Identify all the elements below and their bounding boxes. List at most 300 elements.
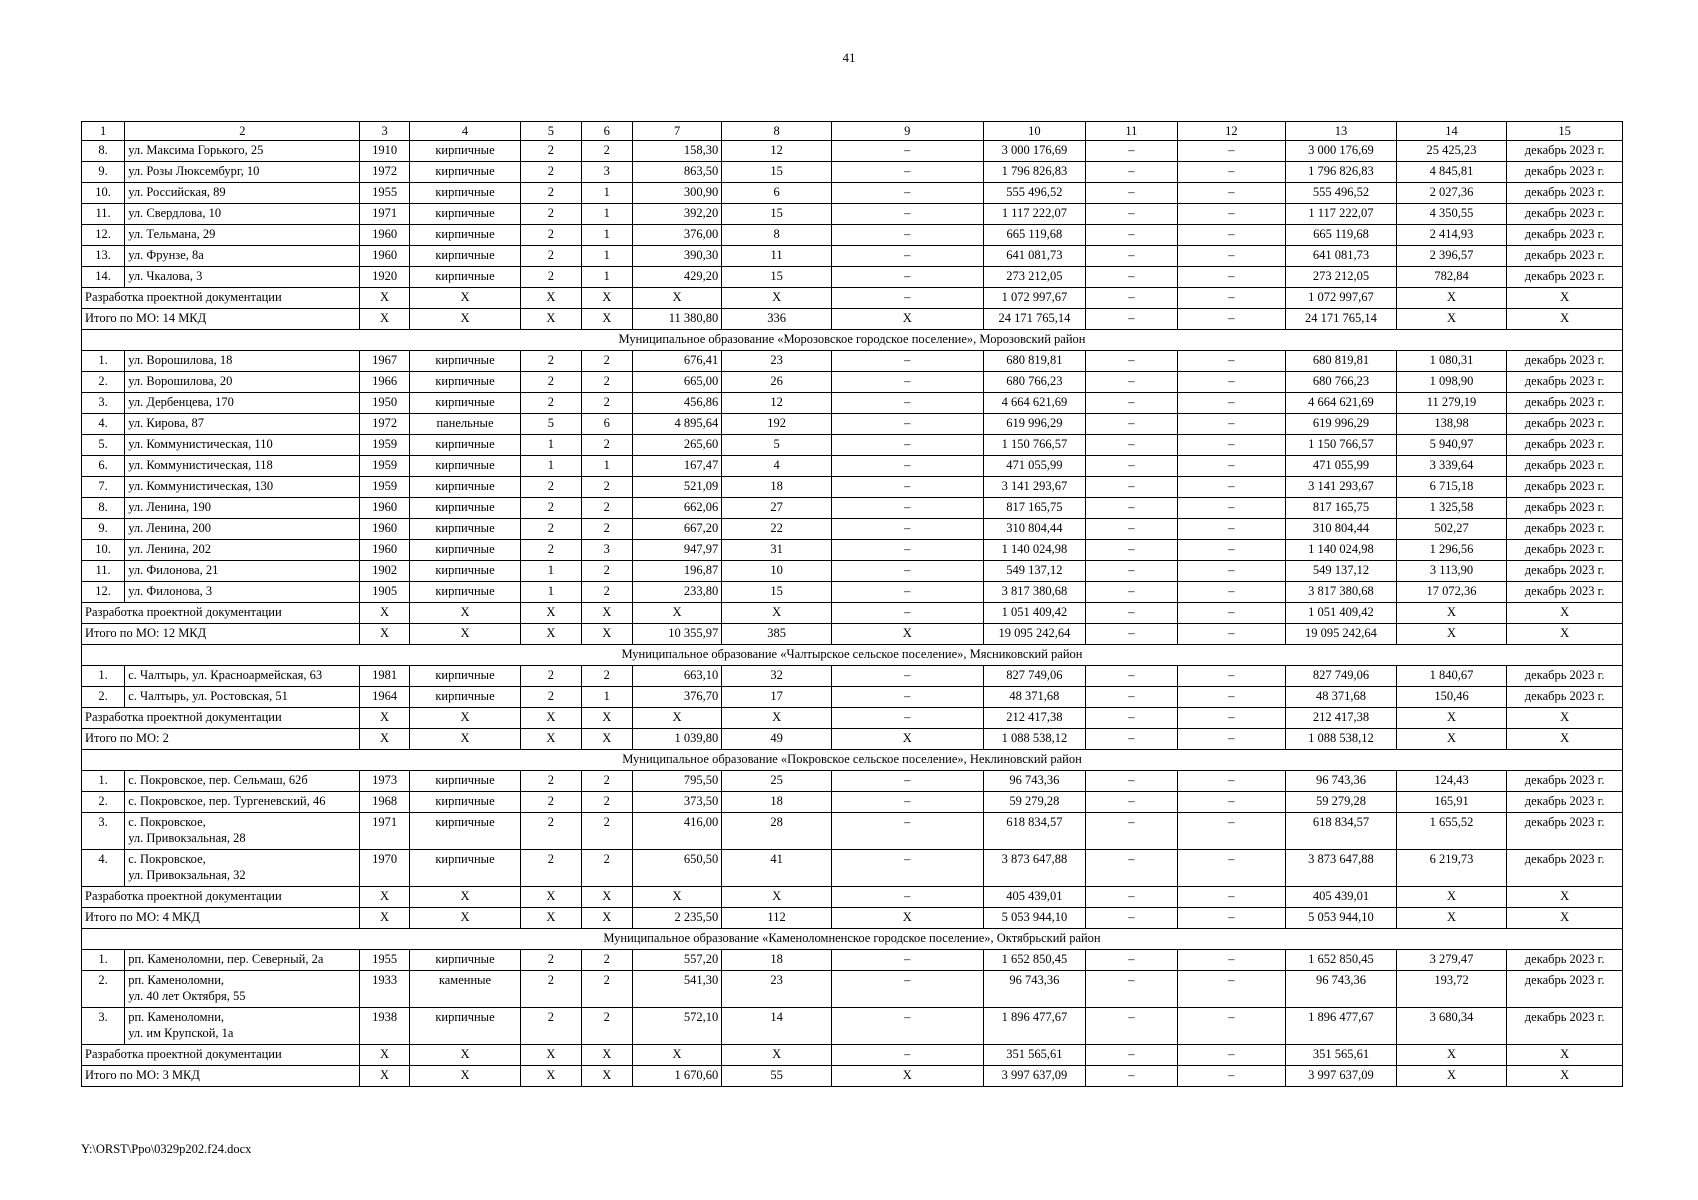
table-cell: X [831,309,983,330]
file-path-footer: Y:\ORST\Ppo\0329p202.f24.docx [81,1142,252,1156]
table-cell: 3 279,47 [1396,950,1507,971]
table-cell: 1 088 538,12 [983,729,1086,750]
table-cell: 1971 [360,813,409,850]
table-cell: 2 027,36 [1396,183,1507,204]
table-cell: кирпичные [409,246,521,267]
table-cell: – [1177,267,1286,288]
table-cell: декабрь 2023 г. [1507,435,1623,456]
table-cell: X [1396,708,1507,729]
table-cell: декабрь 2023 г. [1507,225,1623,246]
table-cell: 8 [722,225,832,246]
table-cell: 1 080,31 [1396,351,1507,372]
table-cell: X [521,708,581,729]
table-cell: X [1396,1045,1507,1066]
table-cell: 1960 [360,498,409,519]
building-row [82,414,1623,435]
address-cell: ул. Ленина, 190 [125,498,360,519]
table-cell: – [831,372,983,393]
page-number: 41 [842,50,856,65]
table-cell: 641 081,73 [983,246,1086,267]
table-cell: 18 [722,792,832,813]
building-row [82,204,1623,225]
column-number-header: 6 [581,122,632,141]
table-cell: 572,10 [632,1008,721,1045]
table-cell: 1973 [360,771,409,792]
row-number-cell: 2. [82,372,125,393]
table-cell: 1920 [360,267,409,288]
table-cell: декабрь 2023 г. [1507,850,1623,887]
table-cell: 55 [722,1066,832,1087]
table-cell: 502,27 [1396,519,1507,540]
table-cell: 158,30 [632,141,721,162]
table-cell: X [409,729,521,750]
table-cell: декабрь 2023 г. [1507,792,1623,813]
table-cell: 1 140 024,98 [1286,540,1397,561]
table-cell: X [360,624,409,645]
table-cell: 1 [521,561,581,582]
table-cell: – [1177,288,1286,309]
building-row [82,582,1623,603]
table-cell: 25 425,23 [1396,141,1507,162]
table-cell: – [1086,393,1177,414]
table-cell: кирпичные [409,519,521,540]
table-cell: 1 039,80 [632,729,721,750]
table-cell: – [1086,372,1177,393]
building-row [82,183,1623,204]
table-cell: 165,91 [1396,792,1507,813]
building-row [82,393,1623,414]
table-cell: 641 081,73 [1286,246,1397,267]
table-cell: 2 [581,372,632,393]
row-number-cell: 11. [82,561,125,582]
table-cell: 1 [581,183,632,204]
municipality-section-row [82,645,1623,666]
table-cell: 212 417,38 [983,708,1086,729]
table-cell: 619 996,29 [1286,414,1397,435]
table-cell: X [1396,309,1507,330]
row-number-cell: 2. [82,971,125,1008]
table-cell: – [831,1045,983,1066]
table-cell: – [1086,603,1177,624]
table-cell: X [831,624,983,645]
table-cell: кирпичные [409,850,521,887]
design-documentation-row [82,708,1623,729]
table-cell: кирпичные [409,267,521,288]
table-cell: – [1086,887,1177,908]
table-cell: 1 117 222,07 [983,204,1086,225]
table-cell: 4 664 621,69 [983,393,1086,414]
table-cell: – [1177,603,1286,624]
table-cell: декабрь 2023 г. [1507,183,1623,204]
table-cell: кирпичные [409,687,521,708]
table-cell: 25 [722,771,832,792]
table-cell: 2 [521,666,581,687]
table-cell: 2 [581,519,632,540]
total-label: Итого по МО: 4 МКД [82,908,360,929]
table-cell: 1972 [360,162,409,183]
table-cell: декабрь 2023 г. [1507,414,1623,435]
table-cell: 2 [521,183,581,204]
table-cell: X [409,624,521,645]
address-cell: ул. Кирова, 87 [125,414,360,435]
table-cell: 26 [722,372,832,393]
table-cell: 1 652 850,45 [1286,950,1397,971]
table-cell: 549 137,12 [983,561,1086,582]
table-cell: 1 655,52 [1396,813,1507,850]
table-cell: 618 834,57 [1286,813,1397,850]
table-cell: 336 [722,309,832,330]
table-cell: X [360,908,409,929]
table-cell: 1966 [360,372,409,393]
table-cell: X [409,887,521,908]
table-cell: 541,30 [632,971,721,1008]
table-cell: 18 [722,477,832,498]
table-cell: 15 [722,162,832,183]
table-cell: X [1507,1066,1623,1087]
table-cell: 3 997 637,09 [1286,1066,1397,1087]
table-cell: 4 895,64 [632,414,721,435]
address-cell: ул. Коммунистическая, 130 [125,477,360,498]
table-cell: 1971 [360,204,409,225]
table-cell: – [1086,435,1177,456]
table-cell: 6 [722,183,832,204]
table-cell: 1 072 997,67 [1286,288,1397,309]
table-cell: 2 [581,850,632,887]
table-cell: 265,60 [632,435,721,456]
table-cell: 3 [581,540,632,561]
table-cell: 1968 [360,792,409,813]
table-cell: – [1177,908,1286,929]
column-number-header: 7 [632,122,721,141]
table-cell: 96 743,36 [1286,971,1397,1008]
table-cell: 2 [581,792,632,813]
design-documentation-row [82,1045,1623,1066]
column-number-header: 15 [1507,122,1623,141]
building-row [82,950,1623,971]
table-cell: 4 845,81 [1396,162,1507,183]
table-cell: 1 [521,456,581,477]
table-cell: 1972 [360,414,409,435]
table-cell: 2 [581,351,632,372]
table-cell: 24 171 765,14 [1286,309,1397,330]
row-number-cell: 4. [82,414,125,435]
table-cell: 6 715,18 [1396,477,1507,498]
table-cell: X [409,908,521,929]
building-row [82,372,1623,393]
table-cell: 3 [581,162,632,183]
address-cell: ул. Максима Горького, 25 [125,141,360,162]
table-cell: кирпичные [409,666,521,687]
table-cell: X [1507,624,1623,645]
table-cell: 1933 [360,971,409,1008]
table-cell: 2 [521,246,581,267]
table-cell: X [1507,1045,1623,1066]
table-cell: 310 804,44 [1286,519,1397,540]
address-cell: рп. Каменоломни, ул. им Крупской, 1а [125,1008,360,1045]
table-cell: – [831,393,983,414]
table-cell: 2 [581,813,632,850]
table-cell: 3 817 380,68 [983,582,1086,603]
table-cell: – [831,414,983,435]
address-cell: ул. Ворошилова, 18 [125,351,360,372]
table-cell: 665 119,68 [1286,225,1397,246]
building-row [82,540,1623,561]
table-cell: – [1177,204,1286,225]
table-cell: – [831,225,983,246]
table-cell: 2 [521,813,581,850]
building-row [82,267,1623,288]
column-number-header: 9 [831,122,983,141]
table-cell: 4 [722,456,832,477]
table-cell: – [831,603,983,624]
table-cell: 27 [722,498,832,519]
table-cell: 376,00 [632,225,721,246]
table-cell: X [360,708,409,729]
table-cell: декабрь 2023 г. [1507,519,1623,540]
municipality-section-row [82,929,1623,950]
table-cell: 1910 [360,141,409,162]
table-cell: 192 [722,414,832,435]
table-cell: – [1086,792,1177,813]
table-cell: 4 664 621,69 [1286,393,1397,414]
table-cell: 5 053 944,10 [1286,908,1397,929]
table-cell: X [581,603,632,624]
table-cell: 2 [521,267,581,288]
table-cell: X [831,908,983,929]
table-cell: – [831,246,983,267]
table-cell: – [1177,729,1286,750]
table-cell: 2 [521,225,581,246]
table-cell: 2 [581,561,632,582]
table-cell: каменные [409,971,521,1008]
total-label: Итого по МО: 12 МКД [82,624,360,645]
table-cell: 2 [581,393,632,414]
table-cell: 549 137,12 [1286,561,1397,582]
municipality-section-row [82,330,1623,351]
table-cell: – [1177,792,1286,813]
table-cell: 150,46 [1396,687,1507,708]
table-cell: 12 [722,141,832,162]
table-cell: – [831,887,983,908]
table-cell: X [521,887,581,908]
table-cell: декабрь 2023 г. [1507,813,1623,850]
building-row [82,246,1623,267]
table-cell: – [1086,729,1177,750]
address-cell: ул. Коммунистическая, 118 [125,456,360,477]
table-cell: – [831,971,983,1008]
table-cell: 782,84 [1396,267,1507,288]
table-cell: 1 896 477,67 [1286,1008,1397,1045]
table-cell: декабрь 2023 г. [1507,456,1623,477]
table-cell: 1967 [360,351,409,372]
table-cell: 1 150 766,57 [983,435,1086,456]
table-cell: декабрь 2023 г. [1507,477,1623,498]
table-cell: 2 [521,141,581,162]
total-label: Итого по МО: 2 [82,729,360,750]
table-cell: – [1177,456,1286,477]
table-cell: 1 150 766,57 [1286,435,1397,456]
table-cell: X [409,309,521,330]
table-cell: 429,20 [632,267,721,288]
column-number-header: 11 [1086,122,1177,141]
table-cell: 471 055,99 [983,456,1086,477]
row-number-cell: 2. [82,687,125,708]
column-number-header: 14 [1396,122,1507,141]
table-cell: 41 [722,850,832,887]
building-row [82,435,1623,456]
row-number-cell: 9. [82,162,125,183]
table-cell: – [831,183,983,204]
table-cell: декабрь 2023 г. [1507,141,1623,162]
table-cell: X [581,708,632,729]
municipality-total-row [82,908,1623,929]
table-cell: 650,50 [632,850,721,887]
table-cell: X [581,887,632,908]
building-row [82,477,1623,498]
table-cell: 863,50 [632,162,721,183]
table-cell: 2 [521,498,581,519]
table-cell: декабрь 2023 г. [1507,351,1623,372]
table-cell: 233,80 [632,582,721,603]
table-cell: 212 417,38 [1286,708,1397,729]
table-cell: X [581,288,632,309]
table-cell: X [521,908,581,929]
table-cell: – [1086,540,1177,561]
table-cell: – [831,267,983,288]
table-cell: – [1177,498,1286,519]
table-cell: 662,06 [632,498,721,519]
table-cell: 351 565,61 [1286,1045,1397,1066]
municipality-total-row [82,309,1623,330]
table-cell: 31 [722,540,832,561]
design-documentation-row [82,887,1623,908]
table-cell: 5 053 944,10 [983,908,1086,929]
table-cell: – [831,351,983,372]
row-number-cell: 10. [82,540,125,561]
table-cell: панельные [409,414,521,435]
table-cell: 15 [722,582,832,603]
table-cell: X [581,729,632,750]
table-cell: 1959 [360,477,409,498]
table-cell: 15 [722,267,832,288]
table-cell: 555 496,52 [1286,183,1397,204]
table-cell: кирпичные [409,950,521,971]
building-row [82,971,1623,1008]
column-number-header: 1 [82,122,125,141]
table-cell: 96 743,36 [983,971,1086,1008]
table-cell: 2 235,50 [632,908,721,929]
address-cell: ул. Ленина, 202 [125,540,360,561]
building-row [82,561,1623,582]
table-cell: X [521,1045,581,1066]
row-number-cell: 1. [82,771,125,792]
table-cell: 351 565,61 [983,1045,1086,1066]
municipality-title: Муниципальное образование «Морозовское городское поселение», Морозовский район [82,330,1623,351]
table-cell: 456,86 [632,393,721,414]
municipality-title: Муниципальное образование «Чалтырское сельское поселение», Мясниковский район [82,645,1623,666]
table-cell: – [1177,666,1286,687]
table-cell: 1 088 538,12 [1286,729,1397,750]
table-cell: – [831,162,983,183]
table-cell: 24 171 765,14 [983,309,1086,330]
table-cell: 1981 [360,666,409,687]
table-cell: – [831,850,983,887]
table-cell: – [831,456,983,477]
table-cell: 1950 [360,393,409,414]
table-cell: 665,00 [632,372,721,393]
table-cell: – [1086,850,1177,887]
table-cell: 1 [521,582,581,603]
table-cell: 665 119,68 [983,225,1086,246]
table-cell: – [831,666,983,687]
address-cell: ул. Дербенцева, 170 [125,393,360,414]
table-cell: X [1396,288,1507,309]
table-cell: – [1086,309,1177,330]
table-cell: 273 212,05 [1286,267,1397,288]
table-cell: 2 [521,540,581,561]
table-cell: – [1177,351,1286,372]
table-cell: 1 051 409,42 [1286,603,1397,624]
table-cell: – [831,792,983,813]
table-cell: X [360,1066,409,1087]
table-cell: X [360,309,409,330]
table-cell: 48 371,68 [1286,687,1397,708]
table-cell: X [581,624,632,645]
row-number-cell: 1. [82,351,125,372]
table-cell: 390,30 [632,246,721,267]
table-cell: 310 804,44 [983,519,1086,540]
table-cell: 521,09 [632,477,721,498]
table-cell: 3 873 647,88 [983,850,1086,887]
row-number-cell: 1. [82,950,125,971]
table-cell: 680 819,81 [983,351,1086,372]
table-cell: – [1177,540,1286,561]
table-cell: X [1396,1066,1507,1087]
table-cell: 300,90 [632,183,721,204]
table-cell: 1 325,58 [1396,498,1507,519]
address-cell: с. Чалтырь, ул. Ростовская, 51 [125,687,360,708]
table-cell: 6 219,73 [1396,850,1507,887]
table-cell: декабрь 2023 г. [1507,393,1623,414]
table-cell: 1960 [360,225,409,246]
table-cell: 1 098,90 [1396,372,1507,393]
table-cell: 1902 [360,561,409,582]
table-cell: 827 749,06 [1286,666,1397,687]
building-row [82,813,1623,850]
table-cell: 2 [521,971,581,1008]
table-cell: 6 [581,414,632,435]
table-cell: X [581,1045,632,1066]
building-row [82,141,1623,162]
table-cell: 22 [722,519,832,540]
table-cell: кирпичные [409,141,521,162]
table-cell: 1964 [360,687,409,708]
table-cell: 1 [581,204,632,225]
table-cell: X [409,1045,521,1066]
table-cell: 392,20 [632,204,721,225]
table-cell: – [1086,771,1177,792]
design-label: Разработка проектной документации [82,708,360,729]
table-cell: кирпичные [409,435,521,456]
table-cell: 947,97 [632,540,721,561]
table-cell: – [831,477,983,498]
table-cell: 14 [722,1008,832,1045]
row-number-cell: 11. [82,204,125,225]
table-cell: 557,20 [632,950,721,971]
address-cell: ул. Тельмана, 29 [125,225,360,246]
table-cell: 10 355,97 [632,624,721,645]
table-cell: – [831,519,983,540]
